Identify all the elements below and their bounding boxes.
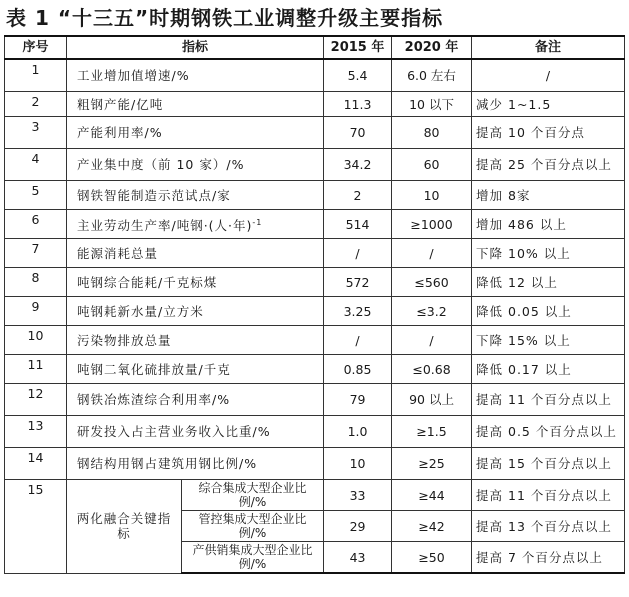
value-2020: ≥42 [392,511,472,542]
note-cell: 下降 15% 以上 [472,326,625,355]
value-2015: 33 [324,480,392,511]
row-number: 10 [5,326,67,355]
value-2020: ≤0.68 [392,355,472,384]
header-no: 序号 [5,36,67,59]
value-2020: 10 以下 [392,92,472,117]
value-2015: 1.0 [324,416,392,448]
note-cell: 提高 11 个百分点以上 [472,384,625,416]
value-2015: 70 [324,117,392,149]
row-number: 7 [5,239,67,268]
note-cell: 增加 8家 [472,181,625,210]
value-2015: 11.3 [324,92,392,117]
note-cell: 提高 13 个百分点以上 [472,511,625,542]
value-2020: ≥44 [392,480,472,511]
note-cell: 减少 1~1.5 [472,92,625,117]
value-2015: 2 [324,181,392,210]
table-row [5,297,625,326]
indicator-cell: 钢铁智能制造示范试点/家 [67,181,324,210]
table-row [5,210,625,239]
note-cell: 提高 10 个百分点 [472,117,625,149]
value-2020: 90 以上 [392,384,472,416]
value-2020: 6.0 左右 [392,59,472,92]
value-2020: 60 [392,149,472,181]
note-cell: 降低 12 以上 [472,268,625,297]
value-2015: 572 [324,268,392,297]
indicator-cell: 钢结构用钢占建筑用钢比例/% [67,448,324,480]
note-cell: 降低 0.05 以上 [472,297,625,326]
row-number: 11 [5,355,67,384]
value-2015: 10 [324,448,392,480]
value-2020: / [392,326,472,355]
row-number: 15 [5,480,67,574]
value-2020: 80 [392,117,472,149]
table-row [5,416,625,448]
row-number: 2 [5,92,67,117]
value-2015: / [324,239,392,268]
value-2015: 79 [324,384,392,416]
value-2020: / [392,239,472,268]
indicator-cell: 产能利用率/% [67,117,324,149]
unit-exponent: -1 [252,217,263,227]
row-number: 12 [5,384,67,416]
note-cell: 提高 0.5 个百分点以上 [472,416,625,448]
value-2015: 514 [324,210,392,239]
row-number: 4 [5,149,67,181]
sub-indicator-cell: 综合集成大型企业比例/% [182,480,324,511]
note-cell: / [472,59,625,92]
indicator-cell: 能源消耗总量 [67,239,324,268]
row-number: 6 [5,210,67,239]
indicator-cell: 吨钢综合能耗/千克标煤 [67,268,324,297]
note-cell: 增加 486 以上 [472,210,625,239]
table-header-row [5,36,625,59]
indicator-cell: 粗钢产能/亿吨 [67,92,324,117]
indicator-cell [67,210,324,239]
value-2020: ≥50 [392,542,472,574]
table-row [5,239,625,268]
value-2020: ≥1000 [392,210,472,239]
indicator-cell: 钢铁冶炼渣综合利用率/% [67,384,324,416]
row-number: 14 [5,448,67,480]
sub-indicator-cell: 产供销集成大型企业比例/% [182,542,324,574]
table-row [5,384,625,416]
row-number: 9 [5,297,67,326]
value-2015: 34.2 [324,149,392,181]
table-row [5,92,625,117]
table-row [5,326,625,355]
indicator-cell: 污染物排放总量 [67,326,324,355]
table-row [5,149,625,181]
row-number: 5 [5,181,67,210]
header-indicator: 指标 [67,36,324,59]
value-2015: 0.85 [324,355,392,384]
row-number: 8 [5,268,67,297]
note-cell: 提高 15 个百分点以上 [472,448,625,480]
table-row [5,480,625,511]
indicator-cell: 吨钢二氧化硫排放量/千克 [67,355,324,384]
value-2020: ≤3.2 [392,297,472,326]
value-2015: / [324,326,392,355]
note-cell: 提高 7 个百分点以上 [472,542,625,574]
value-2020: ≤560 [392,268,472,297]
value-2020: 10 [392,181,472,210]
row-number: 3 [5,117,67,149]
table-row [5,268,625,297]
note-cell: 提高 25 个百分点以上 [472,149,625,181]
header-note: 备注 [472,36,625,59]
row-number: 1 [5,59,67,92]
value-2015: 43 [324,542,392,574]
table-row [5,59,625,92]
indicator-cell: 工业增加值增速/% [67,59,324,92]
indicator-cell: 吨钢耗新水量/立方米 [67,297,324,326]
table-row [5,448,625,480]
value-2020: ≥25 [392,448,472,480]
table-row [5,181,625,210]
sub-indicator-cell: 管控集成大型企业比例/% [182,511,324,542]
indicator-cell: 研发投入占主营业务收入比重/% [67,416,324,448]
indicators-table [4,35,625,574]
note-cell: 提高 11 个百分点以上 [472,480,625,511]
indicator-cell: 产业集中度（前 10 家）/% [67,149,324,181]
indicator-text: 主业劳动生产率/吨钢·(人·年) [77,218,253,234]
note-cell: 下降 10% 以上 [472,239,625,268]
value-2015: 3.25 [324,297,392,326]
header-2015: 2015 年 [324,36,392,59]
group-label: 两化融合关键指标 [67,480,182,574]
value-2020: ≥1.5 [392,416,472,448]
table-title: 表 1 “十三五”时期钢铁工业调整升级主要指标 [6,6,444,30]
note-cell: 降低 0.17 以上 [472,355,625,384]
table-row [5,117,625,149]
table-row [5,355,625,384]
value-2015: 5.4 [324,59,392,92]
value-2015: 29 [324,511,392,542]
header-2020: 2020 年 [392,36,472,59]
row-number: 13 [5,416,67,448]
